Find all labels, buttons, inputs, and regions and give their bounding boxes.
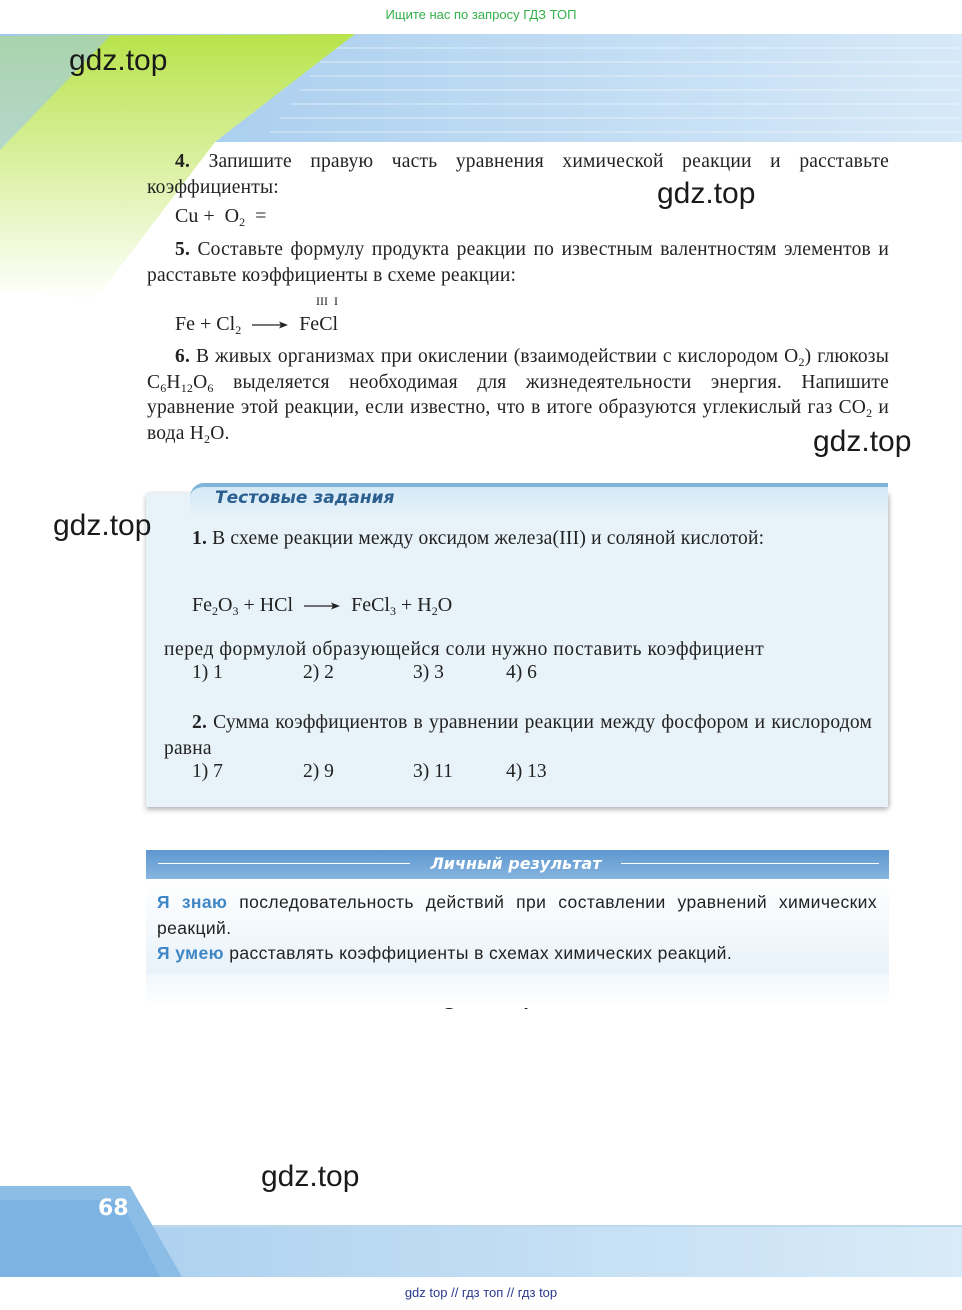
formula-part: O bbox=[437, 594, 453, 616]
formula-part: + bbox=[243, 594, 255, 616]
footer-decoration bbox=[0, 1180, 962, 1280]
text-run: H bbox=[166, 371, 181, 393]
task-number: 5. bbox=[175, 239, 191, 260]
answer-option[interactable]: 4) 6 bbox=[506, 662, 537, 683]
subscript: 2 bbox=[235, 323, 242, 337]
answer-option[interactable]: 1) 1 bbox=[192, 662, 223, 683]
personal-can bbox=[157, 941, 887, 967]
task-text: Сумма коэффициентов в уравнении реакции между фосфором и кислородом равна bbox=[164, 712, 873, 759]
test-q1-formula bbox=[192, 594, 452, 617]
divider bbox=[621, 863, 879, 864]
formula-part: HCl bbox=[259, 594, 294, 616]
watermark: gdz.top bbox=[813, 425, 912, 458]
know-text: последовательность действий при составлении уравнений химических реакций. bbox=[157, 892, 877, 938]
task-4 bbox=[147, 149, 889, 200]
watermark: gdz.top bbox=[261, 1160, 360, 1193]
formula-part: Fe bbox=[175, 313, 195, 335]
can-text: расставлять коэффициенты в схемах химических реакций. bbox=[229, 943, 733, 963]
formula-part: Fe bbox=[192, 594, 212, 616]
personal-result-header bbox=[146, 850, 889, 879]
watermark: gdz.top bbox=[657, 177, 756, 210]
task-5 bbox=[147, 237, 889, 288]
answer-option[interactable]: 1) 7 bbox=[192, 761, 223, 782]
subscript: 2 bbox=[866, 406, 873, 421]
subscript: 2 bbox=[431, 604, 438, 618]
valence-marks: III I bbox=[316, 294, 338, 308]
task-number: 4. bbox=[175, 151, 191, 172]
formula-part: FeCl bbox=[299, 313, 339, 335]
divider bbox=[158, 863, 410, 864]
formula-part: = bbox=[255, 205, 267, 227]
task-text: Составьте формулу продукта реакции по известным валентностям элементов и расставьте коэффициенты в схеме реакции: bbox=[147, 239, 889, 286]
text-run: O. bbox=[210, 422, 230, 444]
formula-part: FeCl bbox=[351, 594, 390, 616]
subscript: 6 bbox=[160, 380, 167, 395]
subscript: 2 bbox=[798, 355, 805, 369]
subscript: 2 bbox=[239, 215, 246, 229]
task-number: 2. bbox=[192, 712, 208, 733]
formula-part: + bbox=[400, 594, 413, 616]
subscript: 6 bbox=[207, 380, 214, 395]
test-question-2 bbox=[164, 710, 872, 761]
task-6 bbox=[147, 344, 889, 446]
know-label: Я знаю bbox=[157, 892, 228, 912]
personal-result-title: Личный результат bbox=[430, 854, 602, 873]
personal-know bbox=[157, 890, 877, 941]
task-number: 6. bbox=[175, 346, 191, 367]
formula-part: O bbox=[224, 205, 240, 227]
test-question-1 bbox=[164, 526, 872, 552]
text-run: и вода H bbox=[147, 397, 889, 444]
task-text: В схеме реакции между оксидом железа(III) и соляной кислотой: bbox=[212, 528, 765, 549]
subscript: 3 bbox=[232, 604, 239, 618]
text-run: ) глюкозы C bbox=[147, 346, 889, 393]
answer-option[interactable]: 2) 2 bbox=[303, 662, 334, 683]
text-run: В живых организмах при окислении (взаимодействии с кислородом O bbox=[195, 346, 799, 367]
task-5-formula: $Fe + Cl_2$ FeCl bbox=[175, 313, 339, 337]
test-tasks-title: Тестовые задания bbox=[215, 488, 395, 508]
formula-part: H bbox=[417, 594, 432, 616]
task-number: 1. bbox=[192, 528, 208, 549]
formula-part: O bbox=[218, 594, 233, 616]
arrow-right-icon bbox=[304, 601, 340, 611]
test-q1-question: перед формулой образующейся соли нужно поставить коэффициент bbox=[164, 639, 765, 660]
watermark: gdz.top bbox=[69, 44, 168, 77]
personal-result-fade bbox=[146, 974, 889, 1008]
answer-option[interactable]: 2) 9 bbox=[303, 761, 334, 782]
subscript: 3 bbox=[389, 604, 396, 618]
subscript: 12 bbox=[180, 380, 194, 395]
watermark: gdz.top bbox=[53, 509, 152, 542]
formula-part: Cl bbox=[216, 313, 236, 335]
subscript: 2 bbox=[204, 431, 211, 446]
arrow-right-icon bbox=[252, 320, 288, 330]
bottom-note: gdz top // гдз топ // гдз top bbox=[404, 1285, 558, 1300]
text-run: выделяется необходимая для жизнедеятельности энергия. Напишите уравнение этой реакции, если известно, что в итоге образуются углекислый газ CO bbox=[147, 371, 889, 419]
answer-option[interactable]: 4) 13 bbox=[506, 761, 547, 782]
task-text: Запишите правую часть уравнения химической реакции и расставьте коэффициенты: bbox=[147, 151, 890, 198]
can-label: Я умею bbox=[157, 943, 224, 963]
answer-option[interactable]: 3) 11 bbox=[413, 761, 453, 782]
subscript: 2 bbox=[212, 604, 218, 618]
text-run: O bbox=[193, 371, 208, 393]
page-number: 68 bbox=[98, 1196, 129, 1221]
answer-option[interactable]: 3) 3 bbox=[413, 662, 444, 683]
top-note: Ищите нас по запросу ГДЗ ТОП bbox=[385, 7, 577, 22]
task-4-formula: $Cu + O_2$ = bbox=[175, 205, 267, 229]
formula-part: Cu bbox=[175, 205, 199, 227]
